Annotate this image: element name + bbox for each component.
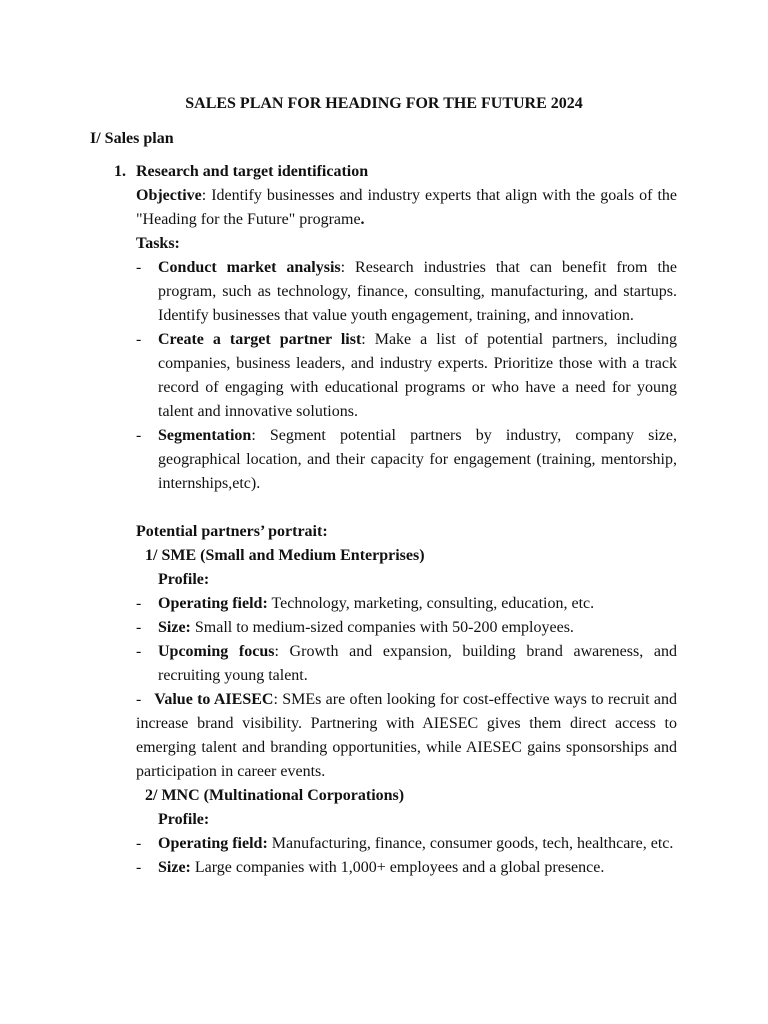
profile-text: : Growth and expansion, building brand awareness, and recruiting young talent.	[158, 643, 678, 684]
document-body	[90, 160, 677, 880]
sme-profile-label: Profile:	[158, 571, 210, 588]
bullet-dash: -	[136, 691, 155, 708]
task-term: Conduct market analysis	[158, 259, 341, 276]
sme-profile-item	[90, 640, 677, 688]
bullet-dash: -	[136, 643, 142, 660]
profile-text: Large companies with 1,000+ employees and a global presence.	[190, 859, 605, 876]
profile-text: Technology, marketing, consulting, education, etc.	[267, 595, 595, 612]
profile-term: Size:	[158, 619, 191, 636]
task-item	[90, 328, 677, 424]
task-text: : Make a list of potential partners, including companies, business leaders, and industry experts. Prioritize those with a track record of engaging with educational programs or who have a need for young talent and innovative solutions.	[158, 331, 677, 420]
bullet-dash: -	[136, 427, 142, 444]
objective-paragraph	[90, 184, 677, 232]
sme-value-paragraph	[90, 688, 677, 784]
task-item	[90, 256, 677, 328]
sme-profile-item	[90, 616, 677, 640]
profile-text: Small to medium-sized companies with 50-200 employees.	[190, 619, 574, 636]
sme-heading: 1/ SME (Small and Medium Enterprises)	[145, 547, 425, 564]
mnc-profile-item	[90, 856, 677, 880]
task-item	[90, 424, 677, 496]
task-text: : Segment potential partners by industry, company size, geographical location, and their capacity for engagement (training, mentorship, internships,etc).	[158, 427, 677, 492]
section-heading: I/ Sales plan	[90, 130, 174, 147]
bullet-dash: -	[136, 331, 142, 348]
spacer	[90, 496, 677, 520]
task-term: Create a target partner list	[158, 331, 362, 348]
objective-text: : Identify businesses and industry experts that align with the goals of the "Heading for the Future" programe	[136, 187, 677, 228]
step-title: Research and target identification	[136, 163, 369, 180]
bullet-dash: -	[136, 259, 142, 276]
bullet-dash: -	[136, 859, 142, 876]
profile-term: Upcoming focus	[158, 643, 275, 660]
mnc-profile-item	[90, 832, 677, 856]
mnc-profile-label: Profile:	[158, 811, 210, 828]
step-1-heading	[90, 160, 677, 184]
tasks-label: Tasks:	[136, 235, 180, 252]
objective-end: .	[360, 211, 365, 228]
task-term: Segmentation	[158, 427, 252, 444]
profile-term: Operating field:	[158, 595, 268, 612]
value-text: : SMEs are often looking for cost-effective ways to recruit and increase brand visibility. Partnering with AIESEC gives them direct access to emerging talent and branding opportunities, while AIESEC gains sponsorships and participation in career events.	[136, 691, 678, 780]
profile-term: Operating field:	[158, 835, 268, 852]
bullet-dash: -	[136, 595, 142, 612]
mnc-heading: 2/ MNC (Multinational Corporations)	[145, 787, 405, 804]
value-term: Value to AIESEC	[154, 691, 274, 708]
bullet-dash: -	[136, 835, 142, 852]
profile-term: Size:	[158, 859, 191, 876]
sme-profile-item	[90, 592, 677, 616]
document-title: SALES PLAN FOR HEADING FOR THE FUTURE 2024	[185, 95, 583, 112]
objective-label: Objective	[136, 187, 202, 204]
portrait-heading: Potential partners’ portrait:	[136, 523, 328, 540]
step-number: 1.	[114, 163, 126, 180]
bullet-dash: -	[136, 619, 142, 636]
task-text: : Research industries that can benefit from the program, such as technology, finance, consulting, manufacturing, and startups. Identify businesses that value youth engagement, training, and innovation.	[158, 259, 677, 324]
profile-text: Manufacturing, finance, consumer goods, tech, healthcare, etc.	[267, 835, 674, 852]
